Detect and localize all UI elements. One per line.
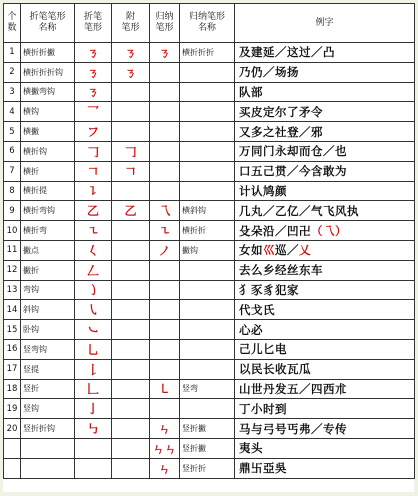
stroke-name-cell: 斜钩 xyxy=(21,300,75,320)
header-merged-name: 归纳笔形 名称 xyxy=(180,4,235,43)
example-segment: ／ xyxy=(299,203,311,218)
stroke-name-cell: 竖折 xyxy=(21,379,75,399)
merged-name-cell xyxy=(180,141,235,161)
example-segment: 计认鸠颜 xyxy=(239,183,287,198)
example-segment: 几丸 xyxy=(239,203,263,218)
example-segment: 己儿匕电 xyxy=(239,342,287,357)
table-row xyxy=(4,201,415,221)
example-segment: 万同门永却而仓 xyxy=(239,144,323,159)
example-segment: 乂 xyxy=(299,243,311,258)
attached-shape-cell xyxy=(112,181,150,201)
merged-shape-cell: ノ xyxy=(150,240,180,260)
example-characters-cell xyxy=(235,181,415,201)
example-characters-cell xyxy=(235,379,415,399)
table-header-row xyxy=(4,4,415,43)
attached-shape-cell xyxy=(112,399,150,419)
stroke-name-cell: 卧钩 xyxy=(21,320,75,340)
example-segment: ／ xyxy=(263,203,275,218)
table-row xyxy=(4,260,415,280)
header-name: 折笔笔形 名称 xyxy=(21,4,75,43)
example-segment: 巡 xyxy=(275,243,287,258)
example-segment: 今含敢为 xyxy=(299,164,347,179)
stroke-name-cell: 弯钩 xyxy=(21,280,75,300)
table-row xyxy=(4,161,415,181)
stroke-name-cell: 横折弯 xyxy=(21,221,75,241)
merged-shape-cell xyxy=(150,260,180,280)
attached-shape-cell xyxy=(112,82,150,102)
attached-shape-cell xyxy=(112,320,150,340)
merged-name-cell xyxy=(180,300,235,320)
row-number-cell: 11 xyxy=(4,240,21,260)
stroke-name-cell: 横折提 xyxy=(21,181,75,201)
example-segment: 凸 xyxy=(323,45,335,60)
stroke-shape-cell: 乛 xyxy=(75,102,112,122)
merged-shape-cell xyxy=(150,102,180,122)
example-segment: ／ xyxy=(263,65,275,80)
attached-shape-cell: ㄋ xyxy=(112,43,150,63)
merged-shape-cell xyxy=(150,280,180,300)
example-segment: 口五己贯 xyxy=(239,164,287,179)
merged-name-cell xyxy=(180,320,235,340)
attached-shape-cell xyxy=(112,122,150,142)
merged-name-cell xyxy=(180,122,235,142)
attached-shape-cell xyxy=(112,339,150,359)
stroke-shape-cell: ㇃ xyxy=(75,320,112,340)
stroke-shape-cell: 亅 xyxy=(75,399,112,419)
example-segment: 气飞风执 xyxy=(311,203,359,218)
row-number-cell: 15 xyxy=(4,320,21,340)
example-characters-cell xyxy=(235,260,415,280)
attached-shape-cell: 𠃌 xyxy=(112,141,150,161)
merged-shape-cell xyxy=(150,181,180,201)
merged-shape-cell xyxy=(150,300,180,320)
example-segment: 心必 xyxy=(239,322,263,337)
table-row xyxy=(4,221,415,241)
merged-shape-cell xyxy=(150,82,180,102)
example-characters-cell xyxy=(235,280,415,300)
merged-shape-cell: ㇍ xyxy=(150,221,180,241)
row-number-cell: 16 xyxy=(4,339,21,359)
row-number-cell: 6 xyxy=(4,141,21,161)
stroke-name-cell: 竖弯钩 xyxy=(21,339,75,359)
example-characters-cell xyxy=(235,141,415,161)
row-number-cell: 5 xyxy=(4,122,21,142)
stroke-name-cell xyxy=(21,438,75,458)
attached-shape-cell xyxy=(112,240,150,260)
row-number-cell: 2 xyxy=(4,62,21,82)
example-characters-cell xyxy=(235,201,415,221)
merged-name-cell xyxy=(180,399,235,419)
merged-shape-cell: 乁 xyxy=(150,201,180,221)
attached-shape-cell xyxy=(112,379,150,399)
example-segment: 犭豕豸犯家 xyxy=(239,282,299,297)
merged-shape-cell: ㇄ xyxy=(150,379,180,399)
example-segment: 四西朮 xyxy=(311,381,347,396)
example-segment: 以民长收瓦瓜 xyxy=(239,362,311,377)
example-segment: 乙亿 xyxy=(275,203,299,218)
merged-shape-cell xyxy=(150,399,180,419)
header-shape: 折笔 笔形 xyxy=(75,4,112,43)
stroke-shape-cell xyxy=(75,438,112,458)
stroke-table xyxy=(3,3,415,479)
example-characters-cell xyxy=(235,102,415,122)
table-row xyxy=(4,339,415,359)
example-segment: ／ xyxy=(287,243,299,258)
stroke-name-cell xyxy=(21,458,75,478)
merged-name-cell xyxy=(180,359,235,379)
stroke-shape-cell: 𠃊 xyxy=(75,379,112,399)
row-number-cell: 10 xyxy=(4,221,21,241)
table-row xyxy=(4,320,415,340)
stroke-name-cell: 撇点 xyxy=(21,240,75,260)
stroke-name-cell: 横折折撇 xyxy=(21,43,75,63)
table-row xyxy=(4,181,415,201)
attached-shape-cell xyxy=(112,458,150,478)
example-segment: 场扬 xyxy=(275,65,299,80)
example-characters-cell xyxy=(235,43,415,63)
row-number-cell: 18 xyxy=(4,379,21,399)
row-number-cell: 7 xyxy=(4,161,21,181)
merged-shape-cell xyxy=(150,339,180,359)
attached-shape-cell xyxy=(112,419,150,439)
example-characters-cell xyxy=(235,300,415,320)
row-number-cell xyxy=(4,458,21,478)
stroke-name-cell: 横撇 xyxy=(21,122,75,142)
example-segment: 丁小时到 xyxy=(239,401,287,416)
example-segment: 山世丹发五 xyxy=(239,381,299,396)
example-segment: 夷头 xyxy=(239,441,263,456)
table-row xyxy=(4,240,415,260)
example-segment: 专传 xyxy=(323,421,347,436)
table-row xyxy=(4,399,415,419)
merged-name-cell xyxy=(180,181,235,201)
table-row xyxy=(4,43,415,63)
attached-shape-cell xyxy=(112,300,150,320)
row-number-cell: 12 xyxy=(4,260,21,280)
table-body xyxy=(4,43,415,479)
example-segment: ／ xyxy=(323,144,335,159)
merged-shape-cell xyxy=(150,320,180,340)
example-segment: ／ xyxy=(311,45,323,60)
example-segment: ／ xyxy=(299,381,311,396)
header-merged: 归纳 笔形 xyxy=(150,4,180,43)
stroke-shape-cell: 𠃍 xyxy=(75,161,112,181)
stroke-name-cell: 横折折折钩 xyxy=(21,62,75,82)
attached-shape-cell xyxy=(112,280,150,300)
stroke-name-cell: 横撇弯钩 xyxy=(21,82,75,102)
example-characters-cell xyxy=(235,419,415,439)
table-row xyxy=(4,141,415,161)
stroke-shape-cell: ㄋ xyxy=(75,62,112,82)
table-row xyxy=(4,102,415,122)
row-number-cell: 8 xyxy=(4,181,21,201)
merged-name-cell xyxy=(180,102,235,122)
merged-name-cell xyxy=(180,260,235,280)
attached-shape-cell xyxy=(112,102,150,122)
example-segment: 乃仍 xyxy=(239,65,263,80)
table-row xyxy=(4,300,415,320)
merged-shape-cell: ㄣ xyxy=(150,458,180,478)
example-characters-cell xyxy=(235,122,415,142)
stroke-shape-cell: フ xyxy=(75,122,112,142)
example-segment: 也 xyxy=(335,144,347,159)
row-number-cell: 19 xyxy=(4,399,21,419)
merged-name-cell xyxy=(180,339,235,359)
example-characters-cell xyxy=(235,82,415,102)
stroke-name-cell: 横折弯钩 xyxy=(21,201,75,221)
merged-name-cell: 横折折折 xyxy=(180,43,235,63)
header-attached: 附 笔形 xyxy=(112,4,150,43)
table-row xyxy=(4,419,415,439)
stroke-name-cell: 竖钩 xyxy=(21,399,75,419)
merged-name-cell: 横折折 xyxy=(180,221,235,241)
stroke-name-cell: 横折 xyxy=(21,161,75,181)
example-segment: 殳朵沿 xyxy=(239,223,275,238)
row-number-cell: 14 xyxy=(4,300,21,320)
stroke-name-cell: 撇折 xyxy=(21,260,75,280)
row-number-cell: 20 xyxy=(4,419,21,439)
example-segment: 巛 xyxy=(263,243,275,258)
merged-shape-cell xyxy=(150,141,180,161)
stroke-shape-cell: ㇂ xyxy=(75,300,112,320)
merged-shape-cell xyxy=(150,122,180,142)
merged-name-cell: 横斜钩 xyxy=(180,201,235,221)
row-number-cell: 13 xyxy=(4,280,21,300)
example-segment: 及建延 xyxy=(239,45,275,60)
attached-shape-cell xyxy=(112,359,150,379)
stroke-shape-cell: 乙 xyxy=(75,201,112,221)
stroke-name-cell: 竖提 xyxy=(21,359,75,379)
merged-name-cell: 竖折撇 xyxy=(180,419,235,439)
merged-name-cell xyxy=(180,82,235,102)
stroke-shape-cell: ㇉ xyxy=(75,419,112,439)
stroke-name-cell: 横折钩 xyxy=(21,141,75,161)
example-segment: ／ xyxy=(287,164,299,179)
table-row xyxy=(4,379,415,399)
example-segment: ／ xyxy=(299,124,311,139)
row-number-cell: 17 xyxy=(4,359,21,379)
table-row xyxy=(4,359,415,379)
header-example: 例字 xyxy=(235,4,415,43)
attached-shape-cell: ㄋ xyxy=(112,62,150,82)
table-row xyxy=(4,458,415,478)
example-segment: （乁） xyxy=(311,223,347,238)
stroke-shape-cell: 𠃋 xyxy=(75,260,112,280)
merged-shape-cell xyxy=(150,62,180,82)
merged-name-cell xyxy=(180,280,235,300)
stroke-shape-cell: 乚 xyxy=(75,339,112,359)
merged-name-cell: 竖折折 xyxy=(180,458,235,478)
table-row xyxy=(4,82,415,102)
example-characters-cell xyxy=(235,359,415,379)
example-segment: 凹卍 xyxy=(287,223,311,238)
table-row xyxy=(4,280,415,300)
merged-name-cell xyxy=(180,62,235,82)
row-number-cell: 4 xyxy=(4,102,21,122)
stroke-shape-cell: ㇊ xyxy=(75,181,112,201)
row-number-cell: 1 xyxy=(4,43,21,63)
example-segment: 马与弓号丐弗 xyxy=(239,421,311,436)
stroke-shape-cell: 𠃌 xyxy=(75,141,112,161)
merged-shape-cell xyxy=(150,359,180,379)
example-segment: 邪 xyxy=(311,124,323,139)
merged-name-cell: 撇钩 xyxy=(180,240,235,260)
stroke-name-cell: 竖折折钩 xyxy=(21,419,75,439)
example-characters-cell xyxy=(235,161,415,181)
example-segment: 代戈氏 xyxy=(239,302,275,317)
example-segment: 买皮定尔了矛令 xyxy=(239,104,323,119)
example-segment: 去么乡经丝东车 xyxy=(239,263,323,278)
example-characters-cell xyxy=(235,438,415,458)
example-segment: ／ xyxy=(311,421,323,436)
example-characters-cell xyxy=(235,240,415,260)
example-segment: 鼎卐亞吳 xyxy=(239,461,287,476)
example-segment: ／ xyxy=(275,45,287,60)
example-characters-cell xyxy=(235,458,415,478)
merged-shape-cell: ㄣㄣ xyxy=(150,438,180,458)
example-segment: 队部 xyxy=(239,84,263,99)
stroke-shape-cell: 𡿨 xyxy=(75,240,112,260)
example-segment: 这过 xyxy=(287,45,311,60)
header-num: 个 数 xyxy=(4,4,21,43)
example-characters-cell xyxy=(235,62,415,82)
example-segment: ／ xyxy=(275,223,287,238)
example-characters-cell xyxy=(235,320,415,340)
row-number-cell xyxy=(4,438,21,458)
merged-shape-cell xyxy=(150,161,180,181)
table-row xyxy=(4,62,415,82)
merged-name-cell xyxy=(180,161,235,181)
row-number-cell: 9 xyxy=(4,201,21,221)
example-segment: 又多之社登 xyxy=(239,124,299,139)
stroke-shape-cell: ㄋ xyxy=(75,43,112,63)
merged-shape-cell: ㄣ xyxy=(150,419,180,439)
table-row xyxy=(4,438,415,458)
merged-name-cell: 竖弯 xyxy=(180,379,235,399)
stroke-shape-cell xyxy=(75,458,112,478)
attached-shape-cell xyxy=(112,221,150,241)
example-characters-cell xyxy=(235,221,415,241)
example-characters-cell xyxy=(235,339,415,359)
example-characters-cell xyxy=(235,399,415,419)
attached-shape-cell xyxy=(112,438,150,458)
stroke-name-cell: 横钩 xyxy=(21,102,75,122)
stroke-shape-cell: 𠄌 xyxy=(75,359,112,379)
attached-shape-cell xyxy=(112,260,150,280)
stroke-table-sheet xyxy=(3,3,414,492)
stroke-shape-cell: ㇍ xyxy=(75,221,112,241)
attached-shape-cell: 乙 xyxy=(112,201,150,221)
stroke-shape-cell: ㇁ xyxy=(75,280,112,300)
row-number-cell: 3 xyxy=(4,82,21,102)
merged-name-cell: 竖折撇 xyxy=(180,438,235,458)
stroke-shape-cell: ㄋ xyxy=(75,82,112,102)
table-row xyxy=(4,122,415,142)
merged-shape-cell: ㄋ xyxy=(150,43,180,63)
attached-shape-cell: 𠃍 xyxy=(112,161,150,181)
example-segment: 女如 xyxy=(239,243,263,258)
